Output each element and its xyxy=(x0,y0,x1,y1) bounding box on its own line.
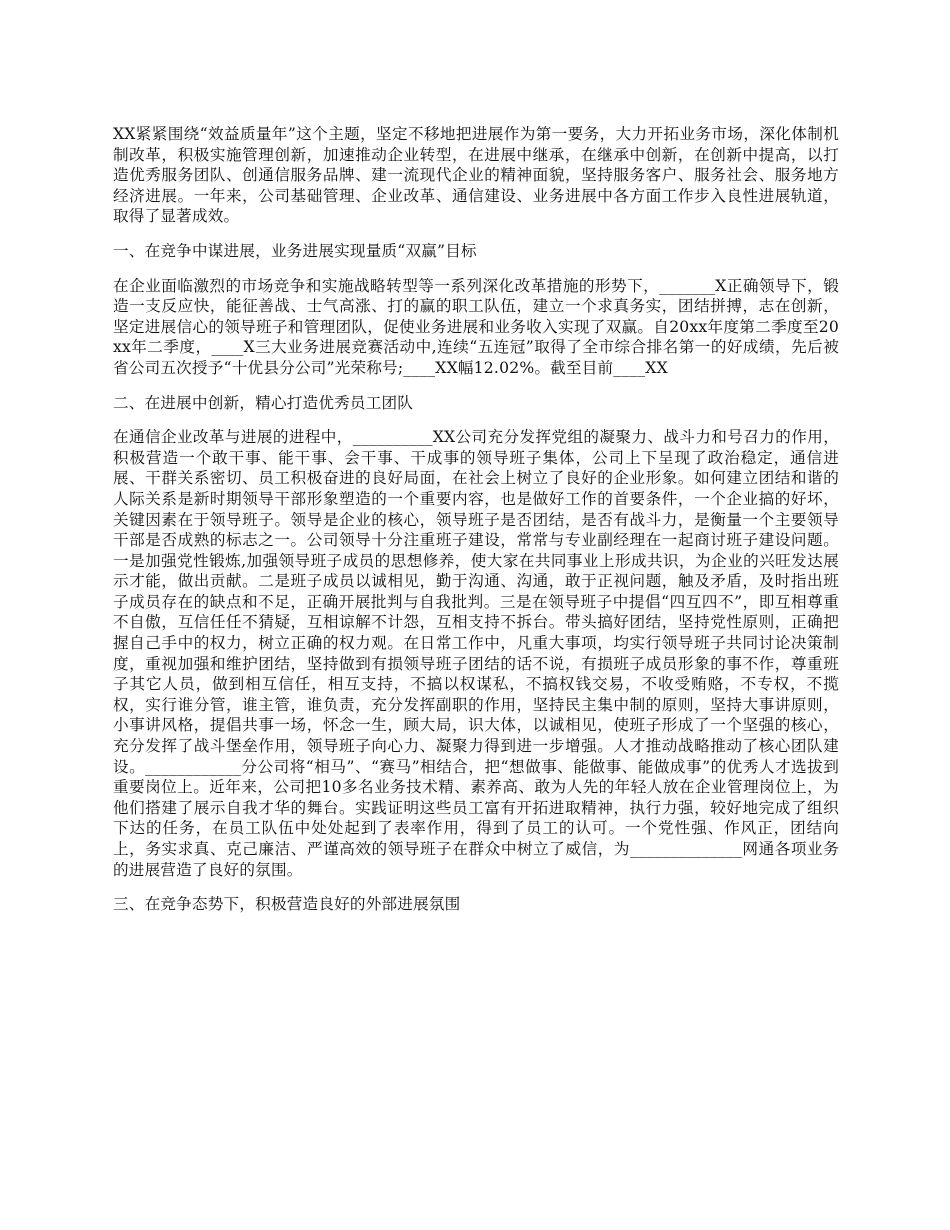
intro-paragraph: XX紧紧围绕“效益质量年”这个主题，坚定不移地把进展作为第一要务，大力开拓业务市场，深化体制机制改革，积极实施管理创新，加速推动企业转型，在进展中继承，在继承中创新，在创新中提高，以打造优秀服务团队、创通信服务品牌、建一流现代企业的精神面貌，坚持服务客户、服务社会、服务地方经济进展。一年来，公司基础管理、企业改革、通信建设、业务进展中各方面工作步入良性进展轨道，取得了显著成效。 xyxy=(113,125,839,226)
section-heading-2: 二、在进展中创新，精心打造优秀员工团队 xyxy=(113,393,414,412)
section-heading-1: 一、在竞争中谋进展，业务进展实现量质“双赢”目标 xyxy=(113,241,477,260)
section-2-paragraph: 在通信企业改革与进展的进程中，__________XX公司充分发挥党组的凝聚力、战斗力和号召力的作用，积极营造一个敢干事、能干事、会干事、干成事的领导班子集体，公司上下呈现了政治稳定，通信进展、干群关系密切、员工积极奋进的良好局面，在社会上树立了良好的企业形象。如何建立团结和谐的人际关系是新时期领导干部形象塑造的一个重要内容，也是做好工作的首要条件，一个企业搞的好坏，关键因素在于领导班子。领导是企业的核心，领导班子是否团结，是否有战斗力，是衡量一个主要领导干部是否成熟的标志之一。公司领导十分注重班子建设，常常与专业副经理在一起商讨班子建设问题。一是加强党性锻炼,加强领导班子成员的思想修养，使大家在共同事业上形成共识，为企业的兴旺发达展示才能，做出贡献。二是班子成员以诚相见，勤于沟通、沟通，敢于正视问题，触及矛盾，及时指出班子成员存在的缺点和不足，正确开展批判与自我批判。三是在领导班子中提倡“四互四不”，即互相尊重不自傲，互信任任不猜疑，互相谅解不计怨，互相支持不拆台。带头搞好团结，坚持党性原则，正确把握自己手中的权力，树立正确的权力观。在日常工作中，凡重大事项，均实行领导班子共同讨论决策制度，重视加强和维护团结，坚持做到有损领导班子团结的话不说，有损班子成员形象的事不作，尊重班子其它人员，做到相互信任，相互支持，不搞以权谋私，不搞权钱交易，不收受贿赂，不专权，不揽权，实行谁分管，谁主管，谁负责，充分发挥副职的作用，坚持民主集中制的原则，坚持大事讲原则，小事讲风格，提倡共事一场，怀念一生，顾大局，识大体，以诚相见，使班子形成了一个坚强的核心，充分发挥了战斗堡垒作用，领导班子向心力、凝聚力得到进一步增强。人才推动战略推动了核心团队建设。____________分公司将“相马”、“赛马”相结合，把“想做事、能做事、能做成事”的优秀人才选拔到重要岗位上。近年来，公司把10多名业务技术精、素养高、敢为人先的年轻人放在企业管理岗位上，为他们搭建了展示自我才华的舞台。实践证明这些员工富有开拓进取精神，执行力强，较好地完成了组织下达的任务，在员工队伍中处处起到了表率作用，得到了员工的认可。一个党性强、作风正，团结向上，务实求真、克己廉洁、严谨高效的领导班子在群众中树立了威信，为______________网通各项业务的进展营造了良好的氛围。 xyxy=(113,428,839,879)
document-body xyxy=(113,124,839,929)
section-heading-3: 三、在竞争态势下，积极营造良好的外部进展氛围 xyxy=(113,895,461,914)
section-1-paragraph: 在企业面临激烈的市场竞争和实施战略转型等一系列深化改革措施的形势下，_______X正确领导下，锻造一支反应快，能征善战、士气高涨、打的赢的职工队伍，建立一个求真务实，团结拼搏，志在创新，坚定进展信心的领导班子和管理团队，促使业务进展和业务收入实现了双赢。自20xx年度第二季度至20xx年二季度，____X三大业务进展竞赛活动中,连续“五连冠”取得了全市综合排名第一的好成绩，先后被省公司五次授予“十优县分公司”光荣称号;____XX幅12.02%。截至目前____XX xyxy=(113,276,839,377)
